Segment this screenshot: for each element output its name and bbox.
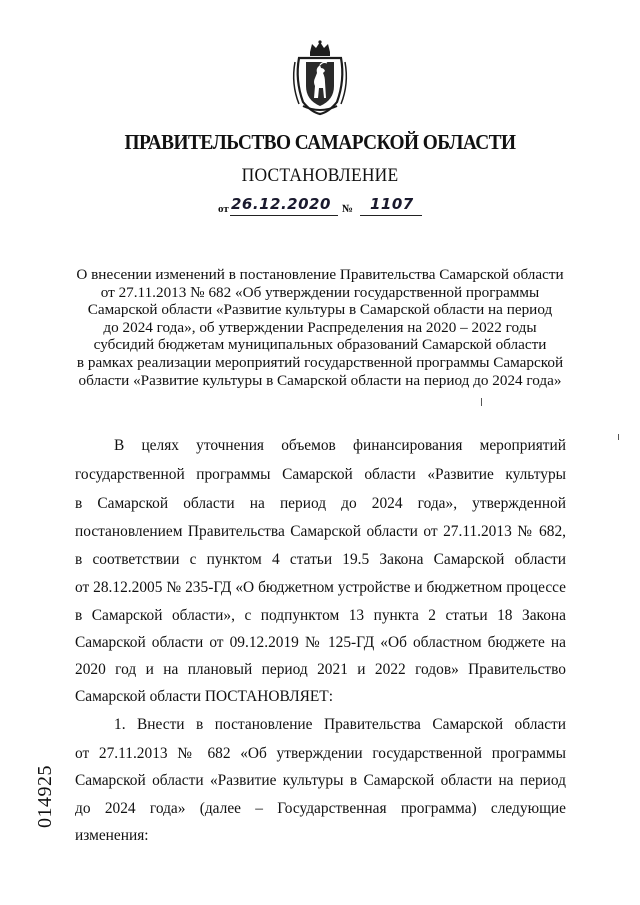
body-line: 2020 год и на плановый период 2021 и 2022 годов» Правительство: [75, 661, 566, 678]
date-label: от: [218, 203, 229, 215]
body-line: постановлением Правительства Самарской области от 27.11.2013 № 682,: [75, 523, 566, 540]
date-number-line: [218, 195, 428, 218]
document-type: ПОСТАНОВЛЕНИЕ: [241, 165, 399, 186]
number-value: 1107: [370, 195, 414, 213]
number-underline: [360, 215, 422, 216]
subject-line: области «Развитие культуры в Самарской области на период до 2024 года»: [78, 371, 562, 389]
date-underline: [230, 215, 338, 216]
scan-mark: [618, 434, 619, 440]
body-line: от 28.12.2005 № 235-ГД «О бюджетном устройстве и бюджетном процессе: [75, 579, 566, 596]
document-subject: [60, 266, 580, 389]
coat-of-arms-emblem: [289, 40, 351, 116]
body-line: Самарской области от 09.12.2019 № 125-ГД «Об областном бюджете на: [75, 634, 566, 651]
body-line: 1. Внести в постановление Правительства Самарской области: [114, 716, 566, 733]
body-line: Самарской области ПОСТАНОВЛЯЕТ:: [75, 688, 333, 705]
scan-mark: [481, 398, 482, 406]
serial-number: 014925: [34, 765, 56, 828]
body-line: в Самарской области», с подпунктом 13 пункта 2 статьи 18 Закона: [75, 607, 566, 624]
date-value: 26.12.2020: [231, 195, 331, 213]
subject-line: в рамках реализации мероприятий государственной программы Самарской: [76, 353, 564, 371]
body-line: изменения:: [75, 827, 149, 844]
subject-line: О внесении изменений в постановление Правительства Самарской области: [76, 266, 564, 283]
body-line: государственной программы Самарской области «Развитие культуры: [75, 466, 566, 483]
subject-line: до 2024 года», об утверждении Распределения на 2020 – 2022 годы: [103, 318, 537, 336]
body-line: в соответствии с пунктом 4 статьи 19.5 Закона Самарской области: [75, 551, 566, 568]
body-line: от 27.11.2013 № 682 «Об утверждении государственной программы: [75, 745, 566, 762]
body-line: до 2024 года» (далее – Государственная программа) следующие: [75, 800, 566, 817]
body-line: В целях уточнения объемов финансирования мероприятий: [114, 437, 566, 454]
body-line: Самарской области «Развитие культуры в Самарской области на период: [75, 772, 566, 789]
organization-title: ПРАВИТЕЛЬСТВО САМАРСКОЙ ОБЛАСТИ: [124, 130, 516, 154]
subject-line: от 27.11.2013 № 682 «Об утверждении государственной программы: [100, 283, 540, 301]
subject-line: субсидий бюджетам муниципальных образований Самарской области: [93, 336, 547, 354]
number-label: №: [342, 203, 354, 215]
body-line: в Самарской области на период до 2024 года», утвержденной: [75, 495, 566, 512]
subject-line: Самарской области «Развитие культуры в Самарской области на период: [87, 301, 553, 319]
